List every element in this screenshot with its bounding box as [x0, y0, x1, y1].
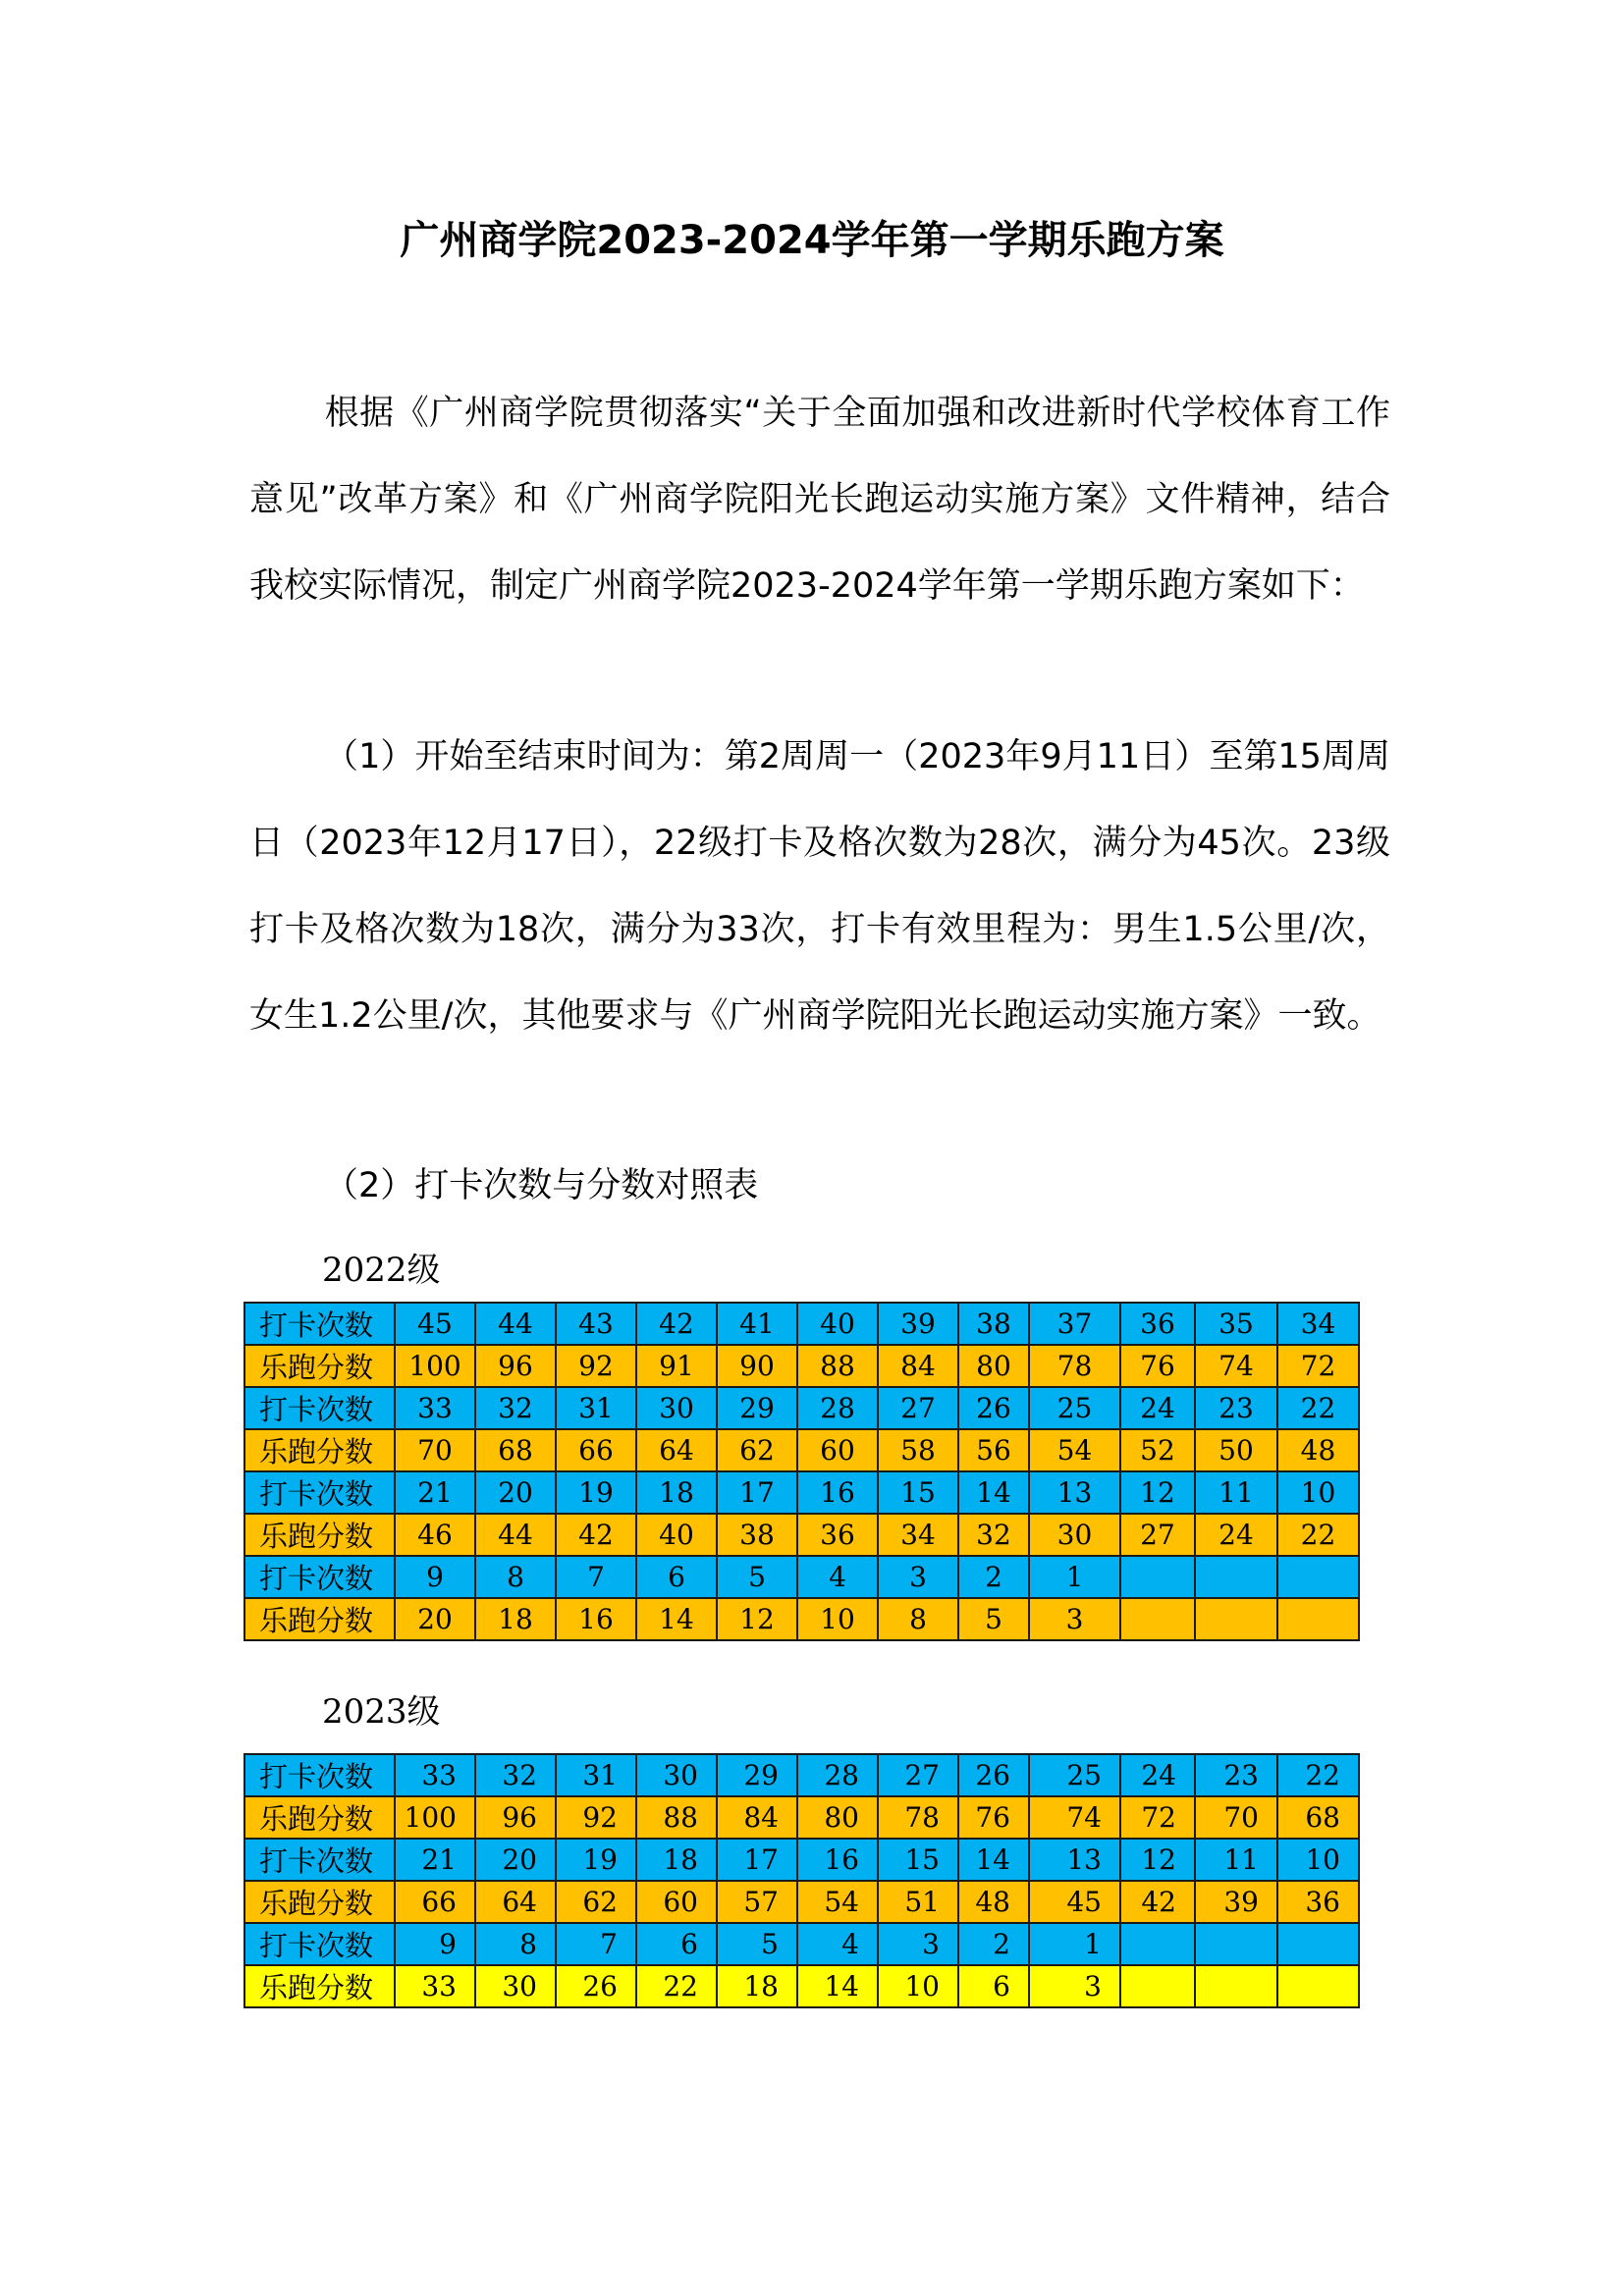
table-cell: 76	[958, 1796, 1029, 1839]
table-cell: 16	[556, 1598, 636, 1640]
table-cell	[1195, 1923, 1277, 1965]
table-cell: 8	[475, 1923, 556, 1965]
table-cell: 42	[556, 1514, 636, 1556]
table-cell: 3	[1029, 1965, 1120, 2007]
table-cell: 28	[797, 1754, 878, 1796]
table-cell	[1277, 1556, 1359, 1598]
row-label: 打卡次数	[244, 1471, 395, 1514]
table-cell: 42	[1120, 1881, 1195, 1923]
table-cell: 12	[1120, 1839, 1195, 1881]
score-row	[244, 1598, 1359, 1640]
table-cell: 23	[1195, 1387, 1277, 1429]
table-cell: 10	[1277, 1471, 1359, 1514]
table-cell: 88	[636, 1796, 717, 1839]
table-cell: 43	[556, 1303, 636, 1345]
table-cell: 16	[797, 1471, 878, 1514]
table-cell: 32	[475, 1754, 556, 1796]
table-cell: 22	[1277, 1387, 1359, 1429]
table-cell: 25	[1029, 1387, 1120, 1429]
table-cell: 64	[475, 1881, 556, 1923]
table-cell: 36	[797, 1514, 878, 1556]
table-cell: 14	[797, 1965, 878, 2007]
table-cell: 33	[395, 1965, 475, 2007]
table-cell: 51	[878, 1881, 958, 1923]
table-cell: 48	[1277, 1429, 1359, 1471]
table-cell: 39	[878, 1303, 958, 1345]
item1-paragraph	[249, 714, 1390, 1059]
table-cell: 5	[717, 1923, 797, 1965]
table-cell: 13	[1029, 1471, 1120, 1514]
table-cell: 66	[556, 1429, 636, 1471]
table-cell: 84	[717, 1796, 797, 1839]
table-cell: 11	[1195, 1471, 1277, 1514]
table-cell: 21	[395, 1839, 475, 1881]
table-cell: 20	[475, 1471, 556, 1514]
intro-paragraph	[249, 370, 1390, 629]
table-cell: 60	[797, 1429, 878, 1471]
count-row	[244, 1471, 1359, 1514]
score-row	[244, 1429, 1359, 1471]
table-cell: 29	[717, 1387, 797, 1429]
table-cell: 40	[797, 1303, 878, 1345]
table-cell: 2	[958, 1556, 1029, 1598]
table-cell: 96	[475, 1796, 556, 1839]
table-cell: 44	[475, 1303, 556, 1345]
grade-2023-label: 2023级	[322, 1692, 441, 1732]
table-cell: 17	[717, 1839, 797, 1881]
table-cell: 42	[636, 1303, 717, 1345]
table-cell: 31	[556, 1387, 636, 1429]
table-cell: 10	[1277, 1839, 1359, 1881]
table-cell: 33	[395, 1754, 475, 1796]
table-cell: 78	[878, 1796, 958, 1839]
table-cell: 80	[797, 1796, 878, 1839]
table-cell: 15	[878, 1471, 958, 1514]
count-row	[244, 1556, 1359, 1598]
table-cell: 54	[797, 1881, 878, 1923]
table-cell: 12	[717, 1598, 797, 1640]
table-cell: 18	[636, 1471, 717, 1514]
table-cell: 50	[1195, 1429, 1277, 1471]
table-cell: 92	[556, 1345, 636, 1387]
count-row	[244, 1839, 1359, 1881]
table-cell: 45	[1029, 1881, 1120, 1923]
row-label: 打卡次数	[244, 1839, 395, 1881]
table-cell: 33	[395, 1387, 475, 1429]
score-row	[244, 1345, 1359, 1387]
table-cell: 34	[1277, 1303, 1359, 1345]
table-cell: 64	[636, 1429, 717, 1471]
table-cell: 40	[636, 1514, 717, 1556]
table-cell: 4	[797, 1923, 878, 1965]
table-cell: 66	[395, 1881, 475, 1923]
table-cell	[1120, 1556, 1195, 1598]
table-cell: 30	[475, 1965, 556, 2007]
table-cell: 16	[797, 1839, 878, 1881]
table-cell: 96	[475, 1345, 556, 1387]
table-cell: 26	[958, 1754, 1029, 1796]
table-cell: 9	[395, 1923, 475, 1965]
table-cell: 26	[958, 1387, 1029, 1429]
table-cell: 17	[717, 1471, 797, 1514]
table-cell: 90	[717, 1345, 797, 1387]
table-cell: 56	[958, 1429, 1029, 1471]
table-cell: 78	[1029, 1345, 1120, 1387]
table-cell: 68	[1277, 1796, 1359, 1839]
table-cell: 13	[1029, 1839, 1120, 1881]
table-cell: 88	[797, 1345, 878, 1387]
row-label: 乐跑分数	[244, 1965, 395, 2007]
table-cell: 1	[1029, 1556, 1120, 1598]
table-cell: 14	[958, 1471, 1029, 1514]
table-cell: 12	[1120, 1471, 1195, 1514]
table-cell: 6	[636, 1556, 717, 1598]
table-cell: 3	[878, 1556, 958, 1598]
table-cell: 92	[556, 1796, 636, 1839]
table-cell: 14	[636, 1598, 717, 1640]
table-cell: 37	[1029, 1303, 1120, 1345]
table-cell: 30	[636, 1387, 717, 1429]
table-cell: 36	[1120, 1303, 1195, 1345]
table-cell: 62	[556, 1881, 636, 1923]
table-cell: 32	[475, 1387, 556, 1429]
table-cell: 30	[636, 1754, 717, 1796]
table-cell	[1195, 1598, 1277, 1640]
table-cell: 70	[1195, 1796, 1277, 1839]
table-cell: 22	[1277, 1754, 1359, 1796]
table-cell: 39	[1195, 1881, 1277, 1923]
table-cell: 32	[958, 1514, 1029, 1556]
table-cell: 84	[878, 1345, 958, 1387]
table-cell: 27	[1120, 1514, 1195, 1556]
table-cell: 15	[878, 1839, 958, 1881]
table-cell: 19	[556, 1839, 636, 1881]
intro-paragraph-text: 根据《广州商学院贯彻落实“关于全面加强和改进新时代学校体育工作意见”改革方案》和《广州商学院阳光长跑运动实施方案》文件精神，结合我校实际情况，制定广州商学院2023-2024学年第一学期乐跑方案如下：	[249, 394, 1390, 606]
table-cell: 14	[958, 1839, 1029, 1881]
row-label: 乐跑分数	[244, 1598, 395, 1640]
table-cell: 46	[395, 1514, 475, 1556]
table-cell: 22	[636, 1965, 717, 2007]
table-cell: 29	[717, 1754, 797, 1796]
table-cell	[1120, 1965, 1195, 2007]
table-cell	[1120, 1923, 1195, 1965]
table-cell: 68	[475, 1429, 556, 1471]
score-table-2022	[244, 1302, 1360, 1641]
table-cell: 76	[1120, 1345, 1195, 1387]
count-row	[244, 1303, 1359, 1345]
table-cell: 91	[636, 1345, 717, 1387]
score-row	[244, 1514, 1359, 1556]
row-label: 打卡次数	[244, 1754, 395, 1796]
table-cell: 57	[717, 1881, 797, 1923]
table-cell: 36	[1277, 1881, 1359, 1923]
table-cell: 3	[878, 1923, 958, 1965]
table-cell: 6	[958, 1965, 1029, 2007]
table-cell: 72	[1120, 1796, 1195, 1839]
table-cell: 38	[717, 1514, 797, 1556]
row-label: 乐跑分数	[244, 1429, 395, 1471]
table-cell: 2	[958, 1923, 1029, 1965]
table-cell: 70	[395, 1429, 475, 1471]
table-cell: 74	[1029, 1796, 1120, 1839]
table-cell: 45	[395, 1303, 475, 1345]
table-cell: 8	[475, 1556, 556, 1598]
table-cell	[1277, 1965, 1359, 2007]
table-cell: 24	[1120, 1754, 1195, 1796]
table-cell: 38	[958, 1303, 1029, 1345]
item1-paragraph-text: （1）开始至结束时间为：第2周周一（2023年9月11日）至第15周周日（2023年12月17日），22级打卡及格次数为28次，满分为45次。23级打卡及格次数为18次，满分为33次，打卡有效里程为：男生1.5公里/次，女生1.2公里/次，其他要求与《广州商学院阳光长跑运动实施方案》一致。	[249, 737, 1390, 1036]
table-cell: 7	[556, 1556, 636, 1598]
row-label: 乐跑分数	[244, 1881, 395, 1923]
row-label: 乐跑分数	[244, 1796, 395, 1839]
row-label: 打卡次数	[244, 1387, 395, 1429]
item2-heading: （2）打卡次数与分数对照表	[324, 1166, 759, 1205]
table-cell: 20	[395, 1598, 475, 1640]
table-cell: 27	[878, 1387, 958, 1429]
count-row	[244, 1387, 1359, 1429]
table-cell: 1	[1029, 1923, 1120, 1965]
table-cell: 5	[717, 1556, 797, 1598]
row-label: 打卡次数	[244, 1303, 395, 1345]
table-cell	[1277, 1598, 1359, 1640]
count-row	[244, 1923, 1359, 1965]
table-cell: 9	[395, 1556, 475, 1598]
table-cell: 25	[1029, 1754, 1120, 1796]
table-cell: 27	[878, 1754, 958, 1796]
table-cell: 44	[475, 1514, 556, 1556]
table-cell: 72	[1277, 1345, 1359, 1387]
table-cell: 24	[1120, 1387, 1195, 1429]
table-cell: 35	[1195, 1303, 1277, 1345]
table-cell: 21	[395, 1471, 475, 1514]
table-cell: 48	[958, 1881, 1029, 1923]
table-cell: 100	[395, 1796, 475, 1839]
table-cell: 26	[556, 1965, 636, 2007]
table-cell: 58	[878, 1429, 958, 1471]
table-cell: 34	[878, 1514, 958, 1556]
score-row	[244, 1881, 1359, 1923]
table-cell: 62	[717, 1429, 797, 1471]
score-row	[244, 1965, 1359, 2007]
table-cell	[1195, 1556, 1277, 1598]
table-cell: 3	[1029, 1598, 1120, 1640]
table-cell	[1277, 1923, 1359, 1965]
score-table-2023	[244, 1753, 1360, 2008]
row-label: 打卡次数	[244, 1923, 395, 1965]
table-cell: 11	[1195, 1839, 1277, 1881]
table-cell: 74	[1195, 1345, 1277, 1387]
grade-2022-label: 2022级	[322, 1251, 441, 1290]
table-cell: 52	[1120, 1429, 1195, 1471]
table-cell: 22	[1277, 1514, 1359, 1556]
table-cell: 41	[717, 1303, 797, 1345]
row-label: 乐跑分数	[244, 1514, 395, 1556]
table-cell: 10	[878, 1965, 958, 2007]
table-cell: 60	[636, 1881, 717, 1923]
table-cell: 18	[475, 1598, 556, 1640]
table-cell: 30	[1029, 1514, 1120, 1556]
table-cell: 100	[395, 1345, 475, 1387]
table-cell: 6	[636, 1923, 717, 1965]
table-cell: 18	[717, 1965, 797, 2007]
row-label: 乐跑分数	[244, 1345, 395, 1387]
row-label: 打卡次数	[244, 1556, 395, 1598]
table-cell: 18	[636, 1839, 717, 1881]
table-cell	[1195, 1965, 1277, 2007]
score-row	[244, 1796, 1359, 1839]
table-cell: 54	[1029, 1429, 1120, 1471]
table-cell: 4	[797, 1556, 878, 1598]
table-cell: 20	[475, 1839, 556, 1881]
table-cell: 5	[958, 1598, 1029, 1640]
table-cell: 7	[556, 1923, 636, 1965]
table-cell: 24	[1195, 1514, 1277, 1556]
table-cell: 23	[1195, 1754, 1277, 1796]
table-cell: 8	[878, 1598, 958, 1640]
table-cell: 28	[797, 1387, 878, 1429]
document-title: 广州商学院2023-2024学年第一学期乐跑方案	[400, 218, 1224, 263]
table-cell: 31	[556, 1754, 636, 1796]
table-cell: 10	[797, 1598, 878, 1640]
table-cell	[1120, 1598, 1195, 1640]
count-row	[244, 1754, 1359, 1796]
table-cell: 19	[556, 1471, 636, 1514]
table-cell: 80	[958, 1345, 1029, 1387]
